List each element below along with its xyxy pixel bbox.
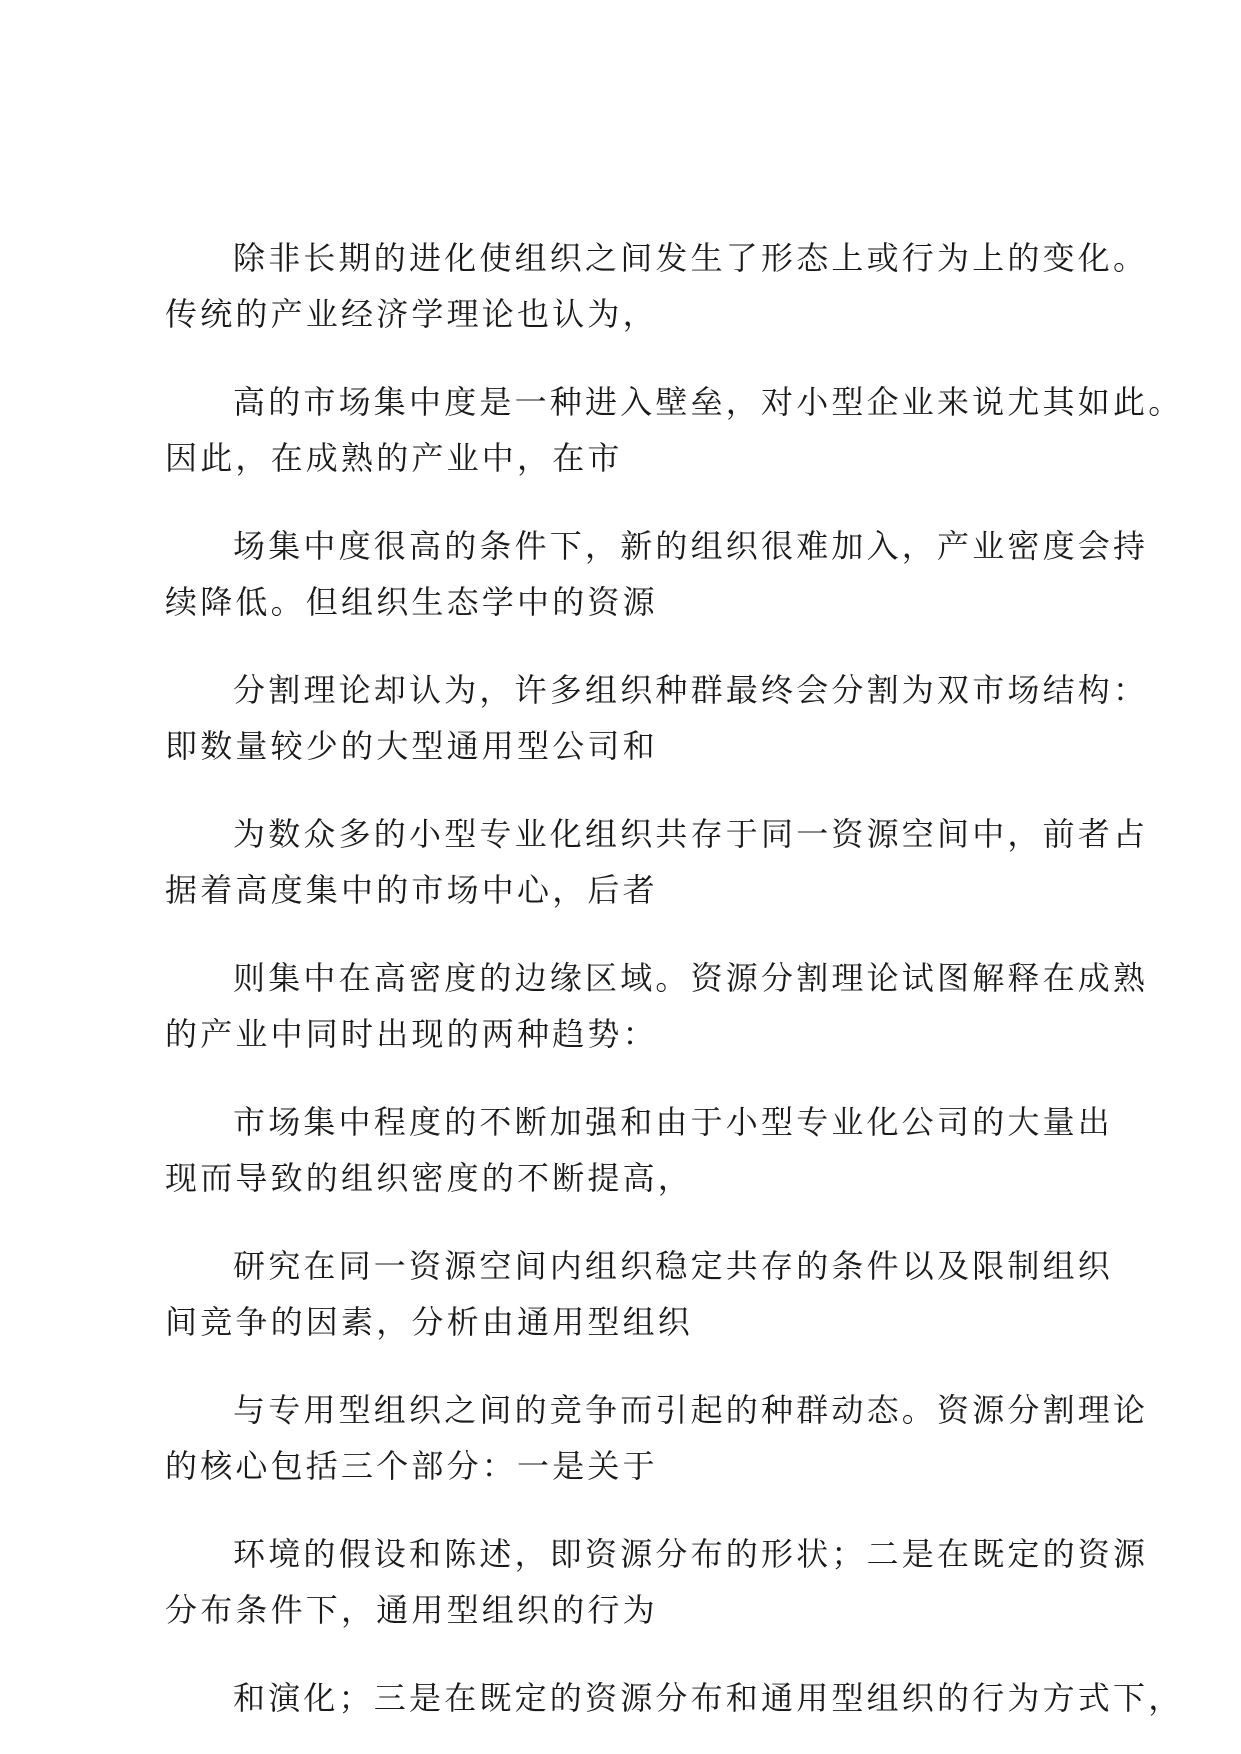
paragraph-first-line: 环境的假设和陈述，即资源分布的形状；二是在既定的资源 [233, 1535, 1149, 1573]
paragraph-first-line: 市场集中程度的不断加强和由于小型专业化公司的大量出 [233, 1103, 1114, 1141]
paragraph-first-line: 场集中度很高的条件下，新的组织很难加入，产业密度会持 [233, 527, 1149, 565]
paragraph-first-line: 研究在同一资源空间内组织稳定共存的条件以及限制组织 [233, 1247, 1114, 1285]
paragraph-first-line: 高的市场集中度是一种进入壁垒，对小型企业来说尤其如此。 [233, 383, 1184, 421]
paragraph-first-line: 除非长期的进化使组织之间发生了形态上或行为上的变化。 [233, 239, 1149, 277]
paragraph-first-line: 分割理论却认为，许多组织种群最终会分割为双市场结构： [233, 671, 1149, 709]
paragraph-first-line: 与专用型组织之间的竞争而引起的种群动态。资源分割理论 [233, 1391, 1149, 1429]
paragraph-first-line: 为数众多的小型专业化组织共存于同一资源空间中，前者占 [233, 815, 1149, 853]
paragraph-continuation-line: 即数量较少的大型通用型公司和 [165, 727, 658, 765]
paragraph-continuation-line: 的核心包括三个部分：一是关于 [165, 1447, 658, 1485]
paragraph-continuation-line: 传统的产业经济学理论也认为， [165, 295, 658, 333]
paragraph-continuation-line: 据着高度集中的市场中心，后者 [165, 871, 658, 909]
paragraph-first-line: 则集中在高密度的边缘区域。资源分割理论试图解释在成熟 [233, 959, 1149, 997]
paragraph-continuation-line: 续降低。但组织生态学中的资源 [165, 583, 658, 621]
paragraph-continuation-line: 间竞争的因素，分析由通用型组织 [165, 1303, 694, 1341]
paragraph-first-line: 和演化；三是在既定的资源分布和通用型组织的行为方式下， [233, 1679, 1184, 1717]
paragraph-continuation-line: 现而导致的组织密度的不断提高， [165, 1159, 694, 1197]
paragraph-continuation-line: 的产业中同时出现的两种趋势： [165, 1015, 658, 1053]
paragraph-continuation-line: 分布条件下，通用型组织的行为 [165, 1591, 658, 1629]
paragraph-continuation-line: 因此，在成熟的产业中，在市 [165, 439, 623, 477]
